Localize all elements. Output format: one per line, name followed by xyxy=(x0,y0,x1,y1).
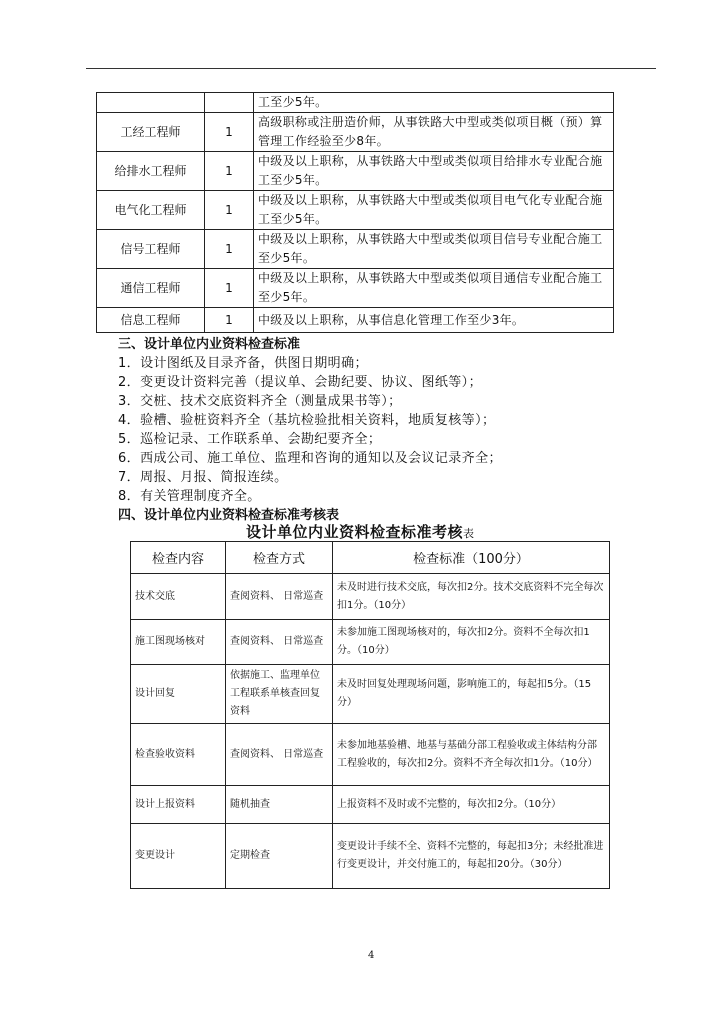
requirement-cell: 中级及以上职称，从事铁路大中型或类似项目给排水专业配合施工至少5年。 xyxy=(254,152,614,191)
column-header: 检查内容 xyxy=(131,542,226,574)
column-header: 检查标准（100分） xyxy=(333,542,610,574)
standard-cell: 上报资料不及时或不完整的，每次扣2分。（10分） xyxy=(333,786,610,824)
column-header: 检查方式 xyxy=(226,542,333,574)
content-cell: 设计上报资料 xyxy=(131,786,226,824)
content-cell: 技术交底 xyxy=(131,574,226,620)
requirement-cell: 工至少5年。 xyxy=(254,93,614,113)
method-cell: 随机抽查 xyxy=(226,786,333,824)
section-heading: 四、设计单位内业资料检查标准考核表 xyxy=(118,508,340,523)
table-row xyxy=(97,269,614,308)
title-main: 设计单位内业资料检查标准考核 xyxy=(246,523,464,541)
standard-cell: 未参加地基验槽、地基与基础分部工程验收或主体结构分部工程验收的，每次扣2分。资料不齐全每次扣1分。（10分） xyxy=(333,724,610,786)
assessment-table xyxy=(130,541,610,889)
header-rule xyxy=(86,68,656,69)
list-item: 2．变更设计资料完善（提议单、会勘纪要、协议、图纸等）； xyxy=(118,375,482,390)
list-item: 7．周报、月报、简报连续。 xyxy=(118,470,288,485)
requirement-cell: 中级及以上职称，从事铁路大中型或类似项目信号专业配合施工至少5年。 xyxy=(254,230,614,269)
count-cell: 1 xyxy=(205,269,254,308)
count-cell: 1 xyxy=(205,152,254,191)
staff-requirements-table xyxy=(96,92,614,333)
method-cell: 查阅资料、 日常巡查 xyxy=(226,724,333,786)
table-row xyxy=(131,620,610,665)
page-number: 4 xyxy=(368,950,375,961)
role-cell xyxy=(97,93,205,113)
method-cell: 查阅资料、 日常巡查 xyxy=(226,574,333,620)
count-cell: 1 xyxy=(205,230,254,269)
method-cell: 定期检查 xyxy=(226,824,333,889)
standard-cell: 未参加施工图现场核对的，每次扣2分。资料不全每次扣1分。（10分） xyxy=(333,620,610,665)
table-row xyxy=(97,230,614,269)
count-cell: 1 xyxy=(205,191,254,230)
method-cell: 依据施工、监理单位工程联系单核查回复资料 xyxy=(226,665,333,724)
role-cell: 工经工程师 xyxy=(97,113,205,152)
content-cell: 施工图现场核对 xyxy=(131,620,226,665)
requirement-cell: 中级及以上职称，从事铁路大中型或类似项目电气化专业配合施工至少5年。 xyxy=(254,191,614,230)
section-heading: 三、设计单位内业资料检查标准 xyxy=(118,337,301,352)
content-cell: 检查验收资料 xyxy=(131,724,226,786)
table-row xyxy=(131,724,610,786)
table-row xyxy=(97,191,614,230)
table-row xyxy=(97,308,614,333)
requirement-cell: 高级职称或注册造价师，从事铁路大中型或类似项目概（预）算管理工作经验至少8年。 xyxy=(254,113,614,152)
standard-cell: 未及时进行技术交底，每次扣2分。技术交底资料不完全每次扣1分。（10分） xyxy=(333,574,610,620)
standard-cell: 未及时回复处理现场问题，影响施工的，每起扣5分。（15分） xyxy=(333,665,610,724)
method-cell: 查阅资料、 日常巡查 xyxy=(226,620,333,665)
role-cell: 通信工程师 xyxy=(97,269,205,308)
count-cell: 1 xyxy=(205,113,254,152)
list-item: 5．巡检记录、工作联系单、会勘纪要齐全； xyxy=(118,432,382,447)
list-item: 4．验槽、验桩资料齐全（基坑检验批相关资料，地质复核等）； xyxy=(118,413,496,428)
table-row xyxy=(131,665,610,724)
list-item: 3．交桩、技术交底资料齐全（测量成果书等）； xyxy=(118,394,402,409)
table-row xyxy=(131,574,610,620)
list-item: 6．西成公司、施工单位、监理和咨询的通知以及会议记录齐全； xyxy=(118,451,502,466)
table-row xyxy=(131,824,610,889)
content-cell: 设计回复 xyxy=(131,665,226,724)
role-cell: 给排水工程师 xyxy=(97,152,205,191)
title-suffix: 表 xyxy=(463,527,475,540)
table-header-row xyxy=(131,542,610,574)
list-item: 8．有关管理制度齐全。 xyxy=(118,489,261,504)
table-row xyxy=(131,786,610,824)
standard-cell: 变更设计手续不全、资料不完整的，每起扣3分；未经批准进行变更设计，并交付施工的，每起扣20分。（30分） xyxy=(333,824,610,889)
table-row xyxy=(97,113,614,152)
table-row xyxy=(97,93,614,113)
count-cell: 1 xyxy=(205,308,254,333)
requirement-cell: 中级及以上职称，从事信息化管理工作至少3年。 xyxy=(254,308,614,333)
role-cell: 电气化工程师 xyxy=(97,191,205,230)
requirement-cell: 中级及以上职称，从事铁路大中型或类似项目通信专业配合施工至少5年。 xyxy=(254,269,614,308)
role-cell: 信号工程师 xyxy=(97,230,205,269)
role-cell: 信息工程师 xyxy=(97,308,205,333)
table-row xyxy=(97,152,614,191)
assessment-table-title xyxy=(246,521,475,542)
list-item: 1．设计图纸及目录齐备，供图日期明确； xyxy=(118,356,368,371)
content-cell: 变更设计 xyxy=(131,824,226,889)
count-cell xyxy=(205,93,254,113)
